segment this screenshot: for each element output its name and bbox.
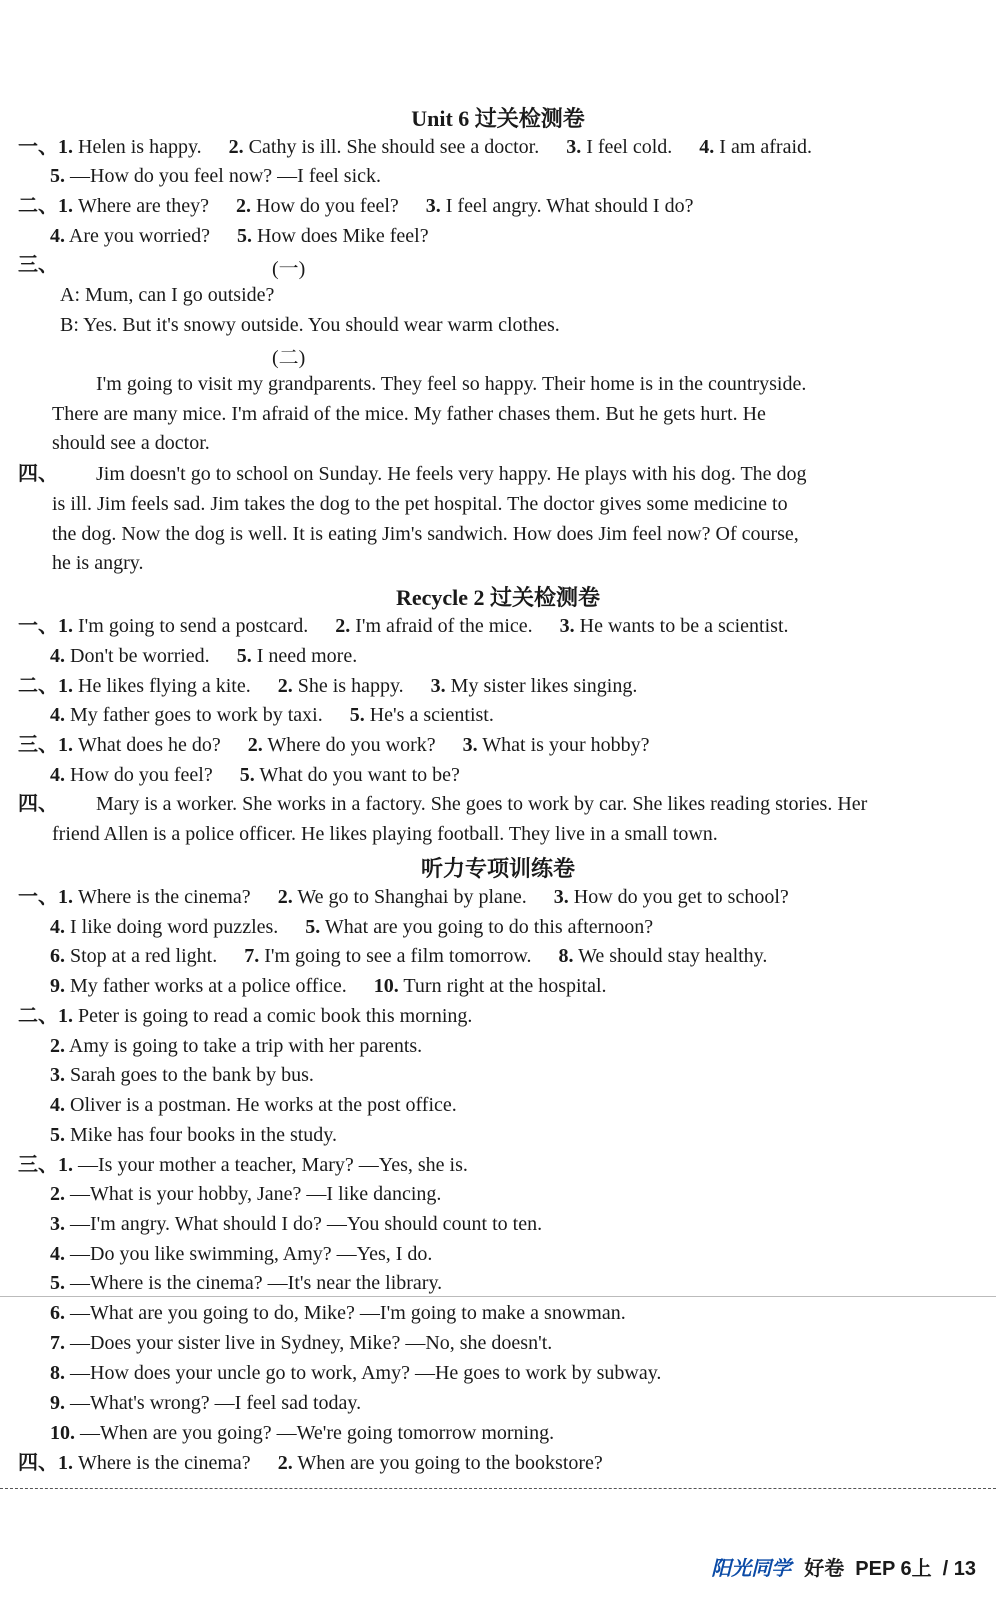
recycle2-s1-line2: 4. Don't be worried. 5. I need more. [50,645,358,667]
listening-s3-item10: 10. —When are you going? —We're going tomorrow morning. [50,1422,555,1444]
unit6-s3-part1: (一) [272,258,306,280]
recycle2-s4-line1: 四、 Mary is a worker. She works in a factory. She goes to work by car. She likes reading stories. Her [18,793,868,815]
listening-s1-line4: 9. My father works at a police office. 10. Turn right at the hospital. [50,975,607,997]
unit6-s2-line2: 4. Are you worried? 5. How does Mike feel? [50,225,429,247]
listening-s2-item2: 2. Amy is going to take a trip with her parents. [50,1035,423,1057]
listening-s2-item1: 二、1. Peter is going to read a comic book this morning. [18,1005,473,1027]
listening-s2-item5: 5. Mike has four books in the study. [50,1124,338,1146]
unit6-s3-dialog-b: B: Yes. But it's snowy outside. You should wear warm clothes. [60,314,560,336]
unit6-s3-para-line1: I'm going to visit my grandparents. They feel so happy. Their home is in the countryside. [96,373,807,395]
listening-s3-item9: 9. —What's wrong? —I feel sad today. [50,1392,362,1414]
unit6-s1-line2: 5. —How do you feel now? —I feel sick. [50,165,382,187]
footer-divider [0,1488,996,1489]
recycle2-title: Recycle 2 过关检测卷 [395,585,601,610]
unit6-title: Unit 6 过关检测卷 [411,106,585,131]
unit6-s2-line1: 二、1. Where are they? 2. How do you feel? 3. I feel angry. What should I do? [18,195,694,217]
recycle2-s3-line2: 4. How do you feel? 5. What do you want to be? [50,764,460,786]
page-number: / 13 [942,1558,976,1580]
fold-line [0,1296,996,1297]
listening-s1-line3: 6. Stop at a red light. 7. I'm going to see a film tomorrow. 8. We should stay healthy. [50,945,768,967]
unit6-s4-line1: 四、 Jim doesn't go to school on Sunday. He feels very happy. He plays with his dog. The dog [18,463,807,485]
listening-s1-line2: 4. I like doing word puzzles. 5. What are you going to do this afternoon? [50,916,654,938]
unit6-s1-line1: 一、1. Helen is happy. 2. Cathy is ill. She should see a doctor. 3. I feel cold. 4. I am afraid. [18,136,813,158]
listening-s1-line1: 一、1. Where is the cinema? 2. We go to Shanghai by plane. 3. How do you get to school? [18,886,789,908]
listening-s3-item5: 5. —Where is the cinema? —It's near the library. [50,1272,443,1294]
listening-s4-line1: 四、1. Where is the cinema? 2. When are you going to the bookstore? [18,1452,603,1474]
recycle2-s1-line1: 一、1. I'm going to send a postcard. 2. I'm afraid of the mice. 3. He wants to be a scientist. [18,615,789,637]
listening-s2-item3: 3. Sarah goes to the bank by bus. [50,1064,314,1086]
listening-s3-item8: 8. —How does your uncle go to work, Amy? —He goes to work by subway. [50,1362,662,1384]
recycle2-s2-line2: 4. My father goes to work by taxi. 5. He's a scientist. [50,704,494,726]
unit6-s4-line2: is ill. Jim feels sad. Jim takes the dog to the pet hospital. The doctor gives some medicine to [52,493,788,515]
recycle2-s2-line1: 二、1. He likes flying a kite. 2. She is happy. 3. My sister likes singing. [18,675,638,697]
listening-title: 听力专项训练卷 [420,856,575,881]
listening-s3-item6: 6. —What are you going to do, Mike? —I'm going to make a snowman. [50,1302,626,1324]
unit6-s4-line3: the dog. Now the dog is well. It is eating Jim's sandwich. How does Jim feel now? Of course, [52,523,799,545]
book-name: 好卷 [804,1558,845,1580]
unit6-s3-para-line2: There are many mice. I'm afraid of the mice. My father chases them. But he gets hurt. He [52,403,766,425]
unit6-s3-label: 三、 [18,254,58,276]
listening-s3-item4: 4. —Do you like swimming, Amy? —Yes, I do. [50,1243,433,1265]
recycle2-s4-line2: friend Allen is a police officer. He likes playing football. They live in a small town. [52,823,718,845]
listening-s3-item2: 2. —What is your hobby, Jane? —I like dancing. [50,1183,442,1205]
unit6-s3-dialog-a: A: Mum, can I go outside? [60,284,275,306]
listening-s3-item7: 7. —Does your sister live in Sydney, Mike? —No, she doesn't. [50,1332,553,1354]
page-footer [711,1552,976,1581]
unit6-s4-line4: he is angry. [52,552,144,574]
listening-s2-item4: 4. Oliver is a postman. He works at the post office. [50,1094,457,1116]
unit6-s3-part2: (二) [272,347,306,369]
recycle2-s3-line1: 三、1. What does he do? 2. Where do you work? 3. What is your hobby? [18,734,650,756]
edition-label: PEP 6上 [855,1558,932,1580]
unit6-s3-para-line3: should see a doctor. [52,432,210,454]
listening-s3-item3: 3. —I'm angry. What should I do? —You should count to ten. [50,1213,543,1235]
brand-logo: 阳光同学 [711,1558,792,1580]
listening-s3-item1: 三、1. —Is your mother a teacher, Mary? —Yes, she is. [18,1154,468,1176]
